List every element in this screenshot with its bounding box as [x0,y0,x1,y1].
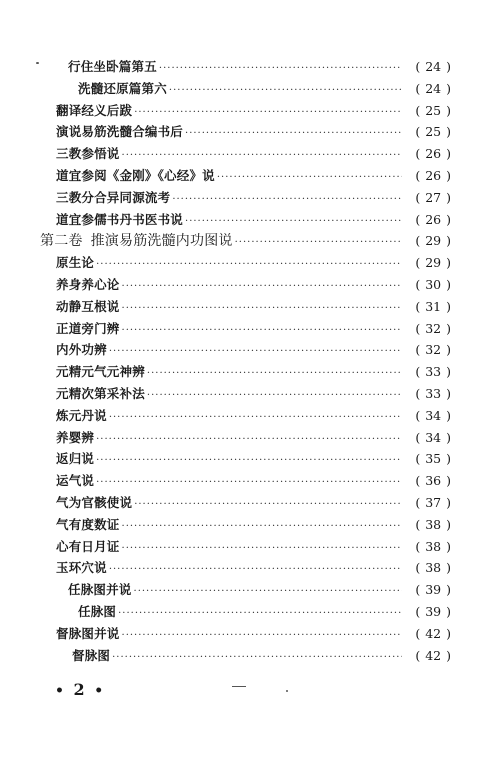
toc-page-number [404,100,456,122]
toc-page-number [404,492,456,514]
toc-page-number [404,252,456,274]
paren-open: ( [415,429,421,445]
paren-open: ( [415,647,421,663]
toc-title-text: 任脉图并说 [68,582,132,598]
page-number-value: 32 [425,320,442,336]
scan-speck [232,686,246,687]
paren-close: ) [446,342,451,358]
toc-entry-title [56,448,94,470]
toc-entry-title [56,361,145,383]
footer-bullet-left: • [55,683,66,699]
toc-title-text: 元精元气元神辨 [56,364,145,380]
toc-title-text: 任脉图 [78,603,117,619]
toc-page-number [404,536,456,558]
paren-close: ) [446,516,451,532]
paren-close: ) [446,494,451,510]
paren-open: ( [415,320,421,336]
toc-entry-title [56,470,94,492]
toc-leader-dots [122,276,402,298]
page-number-value: 24 [425,80,442,96]
toc-title-text: 动静互根说 [56,298,120,314]
toc-leader-dots [112,647,402,669]
paren-open: ( [415,385,421,401]
toc-title-text: 内外功辨 [56,342,107,358]
paren-open: ( [415,167,421,183]
paren-open: ( [415,625,421,641]
toc-title-text: 推演易筋洗髓内功图说 [90,233,233,250]
toc-leader-dots [147,363,402,385]
paren-open: ( [415,451,421,467]
toc-entry [40,405,456,427]
paren-open: ( [415,407,421,423]
toc-page-number [404,121,456,143]
toc-leader-dots [122,625,402,647]
toc-title-text: 道宜参阅《金刚》《心经》说 [56,167,215,183]
paren-close: ) [446,320,451,336]
toc-leader-dots [172,189,402,211]
toc-entry-title [56,143,120,165]
toc-page-number [404,623,456,645]
toc-page-number [404,427,456,449]
toc-title-text: 气有度数证 [56,516,120,532]
toc-page-number [404,405,456,427]
toc-entry [40,165,456,187]
toc-title-text: 督脉图并说 [56,625,120,641]
toc-title-text: 演说易筋洗髓合编书后 [56,124,184,140]
scan-speck [36,62,39,64]
toc-entry-title [56,514,120,536]
paren-close: ) [446,59,451,74]
paren-open: ( [415,59,421,74]
paren-close: ) [446,451,451,467]
paren-close: ) [446,603,451,619]
page-number-value: 42 [425,647,442,663]
toc-title-text: 心有日月证 [56,538,120,554]
toc-leader-dots [235,232,402,254]
toc-page-number [404,209,456,231]
toc-entry [40,383,456,405]
toc-title-text: 运气说 [56,473,95,489]
toc-page-number [404,470,456,492]
toc-entry [40,536,456,558]
page-number-value: 38 [425,516,442,532]
toc-entry [40,448,456,470]
toc-leader-dots [96,472,402,494]
toc-entry-title [56,121,183,143]
page-number-value: 39 [425,603,442,619]
paren-close: ) [446,473,451,489]
toc-entry [40,274,456,296]
toc-entry-title [56,274,120,296]
page-number-value: 33 [425,385,442,401]
toc-title-text: 炼元丹说 [56,407,107,423]
page-number-value: 35 [425,451,442,467]
toc-entry [40,209,456,231]
page-number-value: 39 [425,582,442,598]
toc-title-text: 翻译经义后跋 [56,102,133,118]
paren-open: ( [415,102,421,118]
toc-entry [40,427,456,449]
toc-entry [40,645,456,667]
paren-close: ) [446,385,451,401]
toc-entry [40,318,456,340]
toc-page-number [404,56,456,78]
toc-leader-dots [122,298,402,320]
toc-leader-dots [96,429,402,451]
paren-close: ) [446,80,451,96]
toc-entry-title [56,339,107,361]
toc-entry-title [78,78,167,100]
toc-entry [40,601,456,623]
toc-leader-dots [122,145,402,167]
page-number-value: 42 [425,625,442,641]
toc-entry-title [56,383,145,405]
toc-volume-heading [40,230,456,252]
toc-entry [40,296,456,318]
page-number-value: 25 [425,124,442,140]
toc-leader-dots [134,494,402,516]
page-number-value: 29 [425,233,442,249]
paren-close: ) [446,189,451,205]
toc-title-text: 三教参悟说 [56,146,120,162]
toc-entry-title [56,296,120,318]
page-number-value: 38 [425,538,442,554]
toc-entry-title [56,557,107,579]
toc-entry-title [72,645,110,667]
page-number-value: 34 [425,407,442,423]
toc-entry-title [68,579,132,601]
toc-title-text: 元精次第采补法 [56,385,145,401]
page-number-value: 34 [425,429,442,445]
page-number-value: 38 [425,560,442,576]
paren-open: ( [415,255,421,271]
table-of-contents [40,56,456,666]
toc-page-number [404,361,456,383]
paren-open: ( [415,80,421,96]
paren-open: ( [415,233,421,249]
scan-speck [286,690,288,692]
toc-entry-title [40,231,233,253]
page-number-value: 32 [425,342,442,358]
paren-close: ) [446,298,451,314]
toc-title-text: 正道旁门辨 [56,320,120,336]
toc-entry [40,78,456,100]
paren-open: ( [415,560,421,576]
toc-title-text: 返归说 [56,451,95,467]
toc-entry-title [56,405,107,427]
toc-entry-title [68,56,157,78]
toc-leader-dots [109,559,402,581]
toc-title-text: 洗髓还原篇第六 [78,80,167,96]
paren-close: ) [446,146,451,162]
toc-entry-title [56,187,170,209]
paren-open: ( [415,364,421,380]
toc-page-number [404,230,456,252]
toc-leader-dots [122,538,402,560]
toc-page-number [404,339,456,361]
paren-close: ) [446,582,451,598]
toc-entry [40,339,456,361]
toc-entry [40,579,456,601]
paren-close: ) [446,167,451,183]
paren-close: ) [446,407,451,423]
toc-leader-dots [122,320,402,342]
page-number-value: 26 [425,146,442,162]
toc-leader-dots [169,80,402,102]
paren-close: ) [446,211,451,227]
toc-page-number [404,296,456,318]
toc-entry-title [56,492,132,514]
toc-title-text: 督脉图 [72,647,111,663]
toc-page-number [404,318,456,340]
toc-page-number [404,143,456,165]
page-number-value: 33 [425,364,442,380]
toc-entry [40,623,456,645]
page-number-value: 25 [425,102,442,118]
page-number-value: 29 [425,255,442,271]
toc-title-text: 三教分合异同源流考 [56,189,171,205]
toc-leader-dots [147,385,402,407]
page-number: 2 [73,680,87,699]
paren-open: ( [415,582,421,598]
paren-close: ) [446,364,451,380]
page-number-value: 36 [425,473,442,489]
paren-open: ( [415,516,421,532]
toc-page-number [404,601,456,623]
toc-entry-title [56,427,94,449]
toc-page-number [404,579,456,601]
toc-title-text: 道宜参儒书丹书医书说 [56,211,184,227]
paren-close: ) [446,538,451,554]
paren-open: ( [415,603,421,619]
footer-bullet-right: • [94,683,106,699]
toc-entry-title [56,318,120,340]
paren-open: ( [415,276,421,292]
page-number-value: 24 [425,59,442,74]
toc-page-number [404,645,456,667]
toc-entry [40,121,456,143]
toc-leader-dots [96,450,402,472]
toc-page-number [404,274,456,296]
paren-close: ) [446,647,451,663]
toc-entry-title [78,601,116,623]
paren-open: ( [415,124,421,140]
toc-page-number [404,187,456,209]
toc-entry [40,361,456,383]
toc-leader-dots [159,58,402,80]
toc-title-text: 养身养心论 [56,276,120,292]
toc-title-text: 行住坐卧篇第五 [68,59,157,74]
toc-entry [40,470,456,492]
paren-close: ) [446,276,451,292]
paren-open: ( [415,494,421,510]
paren-close: ) [446,560,451,576]
toc-entry [40,187,456,209]
toc-entry-title [56,623,120,645]
toc-entry [40,143,456,165]
toc-entry [40,492,456,514]
page-footer [55,680,105,699]
toc-entry-title [56,536,120,558]
page-number-value: 26 [425,211,442,227]
toc-entry-title [56,252,94,274]
paren-close: ) [446,429,451,445]
toc-entry [40,514,456,536]
toc-leader-dots [109,407,402,429]
page-number-value: 37 [425,494,442,510]
toc-entry-title [56,209,183,231]
paren-open: ( [415,211,421,227]
page-number-value: 27 [425,189,442,205]
paren-close: ) [446,233,451,249]
toc-page-number [404,78,456,100]
paren-open: ( [415,189,421,205]
toc-leader-dots [96,254,402,276]
toc-title-text: 原生论 [56,255,95,271]
toc-page-number [404,557,456,579]
paren-open: ( [415,342,421,358]
toc-title-text: 玉环穴说 [56,560,107,576]
toc-leader-dots [185,211,402,233]
paren-open: ( [415,146,421,162]
toc-entry [40,557,456,579]
page-number-value: 30 [425,276,442,292]
toc-leader-dots [122,516,402,538]
toc-page-number [404,165,456,187]
paren-open: ( [415,538,421,554]
toc-title-text: 气为官骸使说 [56,494,133,510]
toc-leader-dots [109,341,402,363]
toc-volume-label: 第二卷 [40,233,83,250]
toc-entry-title [56,165,215,187]
paren-close: ) [446,625,451,641]
toc-leader-dots [134,581,402,603]
paren-close: ) [446,124,451,140]
toc-leader-dots [185,123,402,145]
toc-entry [40,100,456,122]
paren-close: ) [446,255,451,271]
toc-entry [40,56,456,78]
toc-entry [40,252,456,274]
toc-page-number [404,383,456,405]
page-number-value: 26 [425,167,442,183]
toc-page-number [404,448,456,470]
toc-leader-dots [217,167,402,189]
page-number-value: 31 [425,298,442,314]
toc-leader-dots [118,603,402,625]
paren-close: ) [446,102,451,118]
toc-entry-title [56,100,132,122]
toc-page-number [404,514,456,536]
toc-title-text: 养婴辨 [56,429,95,445]
toc-leader-dots [134,102,402,124]
paren-open: ( [415,473,421,489]
paren-open: ( [415,298,421,314]
